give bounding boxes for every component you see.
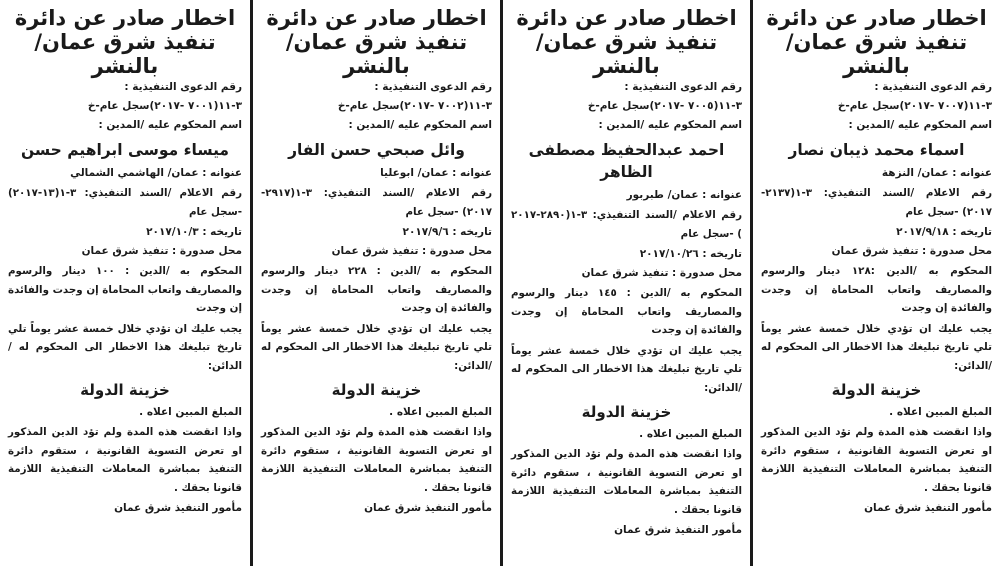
notice-title: اخطار صادر عن دائرة تنفيذ شرق عمان/بالنشر <box>766 6 987 78</box>
case-number: ٣-١١(٧٠٠٥ -٢٠١٧)سجل عام-خ <box>587 100 742 112</box>
defendant-label: اسم المحكوم عليه /المدين : <box>848 119 992 131</box>
creditor-name: خزينة الدولة <box>80 381 170 399</box>
creditor-name: خزينة الدولة <box>831 381 922 399</box>
signature: مأمور التنفيذ شرق عمان <box>364 502 492 514</box>
defendant-address: عنوانه : عمان/ طبربور <box>626 189 742 201</box>
notice-title: اخطار صادر عن دائرة تنفيذ شرق عمان/بالنشر <box>266 6 487 78</box>
notice-column <box>500 0 750 566</box>
judgment-amount: المحكوم به /الدين :١٢٨ دينار والرسوم والمصاريف واتعاب المحاماة إن وجدت والفائدة إن وجدت <box>761 265 992 314</box>
case-label: رقم الدعوى التنفيذية : <box>874 81 992 93</box>
notice-title: اخطار صادر عن دائرة تنفيذ شرق عمان/بالنشر <box>516 6 737 78</box>
notice-reference: رقم الاعلام /السند التنفيذي: ٣-١(٢٩١٧- ٢٠١٧) -سجل عام <box>261 187 492 218</box>
payment-duty: يجب عليك ان تؤدي خلال خمسة عشر يوماً تلي تاريخ تبليغك هذا الاخطار الى المحكوم له /الدائن: <box>261 322 492 372</box>
issuing-court: محل صدورة : تنفيذ شرق عمان <box>831 245 992 257</box>
defendant-name: وائل صبحي حسن الفار <box>288 141 465 159</box>
amount-note: المبلغ المبين اعلاه . <box>139 406 242 418</box>
case-number: ٣-١١(٧٠٠١ -٢٠١٧)سجل عام-خ <box>87 100 242 112</box>
notice-column <box>750 0 1000 566</box>
payment-duty: يجب عليك ان تؤدي خلال خمسة عشر يوماً تلي تاريخ تبليغك هذا الاخطار الى المحكوم له /الدائن: <box>761 322 992 372</box>
amount-note: المبلغ المبين اعلاه . <box>389 406 492 418</box>
creditor-name: خزينة الدولة <box>581 403 672 421</box>
enforcement-warning: واذا انقضت هذه المدة ولم تؤد الدين المذكور او تعرض التسوية القانونية ، ستقوم دائرة التنفيذ بمباشرة المعاملات التنفيذية اللازمة قانونا بحقك . <box>8 426 242 494</box>
notice-date: تاريخه : ٢٠١٧/٩/١٨ <box>896 226 992 238</box>
judgment-amount: المحكوم به /الدين : ١٤٥ دينار والرسوم والمصاريف واتعاب المحاماة إن وجدت والفائدة إن وجدت <box>511 287 743 336</box>
notice-reference: رقم الاعلام /السند التنفيذي: ٣-١(٢١٣٧- ٢٠١٧) -سجل عام <box>761 187 992 218</box>
signature: مأمور التنفيذ شرق عمان <box>614 524 742 536</box>
defendant-label: اسم المحكوم عليه /المدين : <box>348 119 492 131</box>
payment-duty: يجب عليك ان تؤدي خلال خمسة عشر يوماً تلي تاريخ تبليغك هذا الاخطار الى المحكوم له /الدائن: <box>8 322 242 372</box>
case-number: ٣-١١(٧٠٠٧ -٢٠١٧)سجل عام-خ <box>837 100 992 112</box>
defendant-name: احمد عبدالحفيظ مصطفى الظاهر <box>528 141 725 181</box>
amount-note: المبلغ المبين اعلاه . <box>889 406 992 418</box>
case-number: ٣-١١(٧٠٠٢ -٢٠١٧)سجل عام-خ <box>337 100 492 112</box>
enforcement-warning: واذا انقضت هذه المدة ولم تؤد الدين المذكور او تعرض التسوية القانونية ، ستقوم دائرة التنفيذ بمباشرة المعاملات التنفيذية اللازمة قانونا بحقك . <box>261 426 492 494</box>
defendant-address: عنوانه : عمان/ الهاشمي الشمالي <box>70 167 242 179</box>
judgment-amount: المحكوم به /الدين : ١٠٠ دينار والرسوم والمصاريف واتعاب المحاماة إن وجدت والفائدة إن وجدت <box>8 265 243 314</box>
judgment-amount: المحكوم به /الدين : ٢٢٨ دينار والرسوم والمصاريف واتعاب المحاماة إن وجدت والفائدة إن وجدت <box>261 265 493 314</box>
signature: مأمور التنفيذ شرق عمان <box>114 502 242 514</box>
case-label: رقم الدعوى التنفيذية : <box>124 81 242 93</box>
case-label: رقم الدعوى التنفيذية : <box>624 81 742 93</box>
creditor-name: خزينة الدولة <box>331 381 422 399</box>
enforcement-warning: واذا انقضت هذه المدة ولم تؤد الدين المذكور او تعرض التسوية القانونية ، ستقوم دائرة التنفيذ بمباشرة المعاملات التنفيذية اللازمة قانونا بحقك . <box>761 426 992 494</box>
defendant-name: اسماء محمد ذيبان نصار <box>788 141 965 159</box>
notice-column <box>0 0 250 566</box>
case-label: رقم الدعوى التنفيذية : <box>374 81 492 93</box>
notice-date: تاريخه : ٢٠١٧/١٠/٣ <box>146 226 242 238</box>
enforcement-warning: واذا انقضت هذه المدة ولم تؤد الدين المذكور او تعرض التسوية القانونية ، ستقوم دائرة التنفيذ بمباشرة المعاملات التنفيذية اللازمة قانونا بحقك . <box>511 448 742 516</box>
defendant-label: اسم المحكوم عليه /المدين : <box>98 119 242 131</box>
amount-note: المبلغ المبين اعلاه . <box>639 428 742 440</box>
notice-reference: رقم الاعلام /السند التنفيذي: ٣-١(٢٨٩٠-٢٠١٧ ) -سجل عام <box>511 209 742 240</box>
issuing-court: محل صدورة : تنفيذ شرق عمان <box>81 245 242 257</box>
defendant-name: ميساء موسى ابراهيم حسن <box>20 141 230 159</box>
defendant-address: عنوانه : عمان/ النزهة <box>881 167 992 179</box>
notice-column <box>250 0 500 566</box>
signature: مأمور التنفيذ شرق عمان <box>864 502 992 514</box>
issuing-court: محل صدورة : تنفيذ شرق عمان <box>581 267 742 279</box>
defendant-address: عنوانه : عمان/ ابوعليا <box>380 167 492 179</box>
issuing-court: محل صدورة : تنفيذ شرق عمان <box>331 245 492 257</box>
notice-title: اخطار صادر عن دائرة تنفيذ شرق عمان/بالنشر <box>14 6 236 78</box>
payment-duty: يجب عليك ان تؤدي خلال خمسة عشر يوماً تلي تاريخ تبليغك هذا الاخطار الى المحكوم له /الدائن: <box>511 344 742 394</box>
defendant-label: اسم المحكوم عليه /المدين : <box>598 119 742 131</box>
notice-reference: رقم الاعلام /السند التنفيذي: ٣-١(١٣-٢٠١٧) -سجل عام <box>8 187 242 218</box>
notice-date: تاريخه : ٢٠١٧/٩/٦ <box>402 226 492 238</box>
notice-date: تاريخه : ٢٠١٧/١٠/٢٦ <box>639 248 742 260</box>
